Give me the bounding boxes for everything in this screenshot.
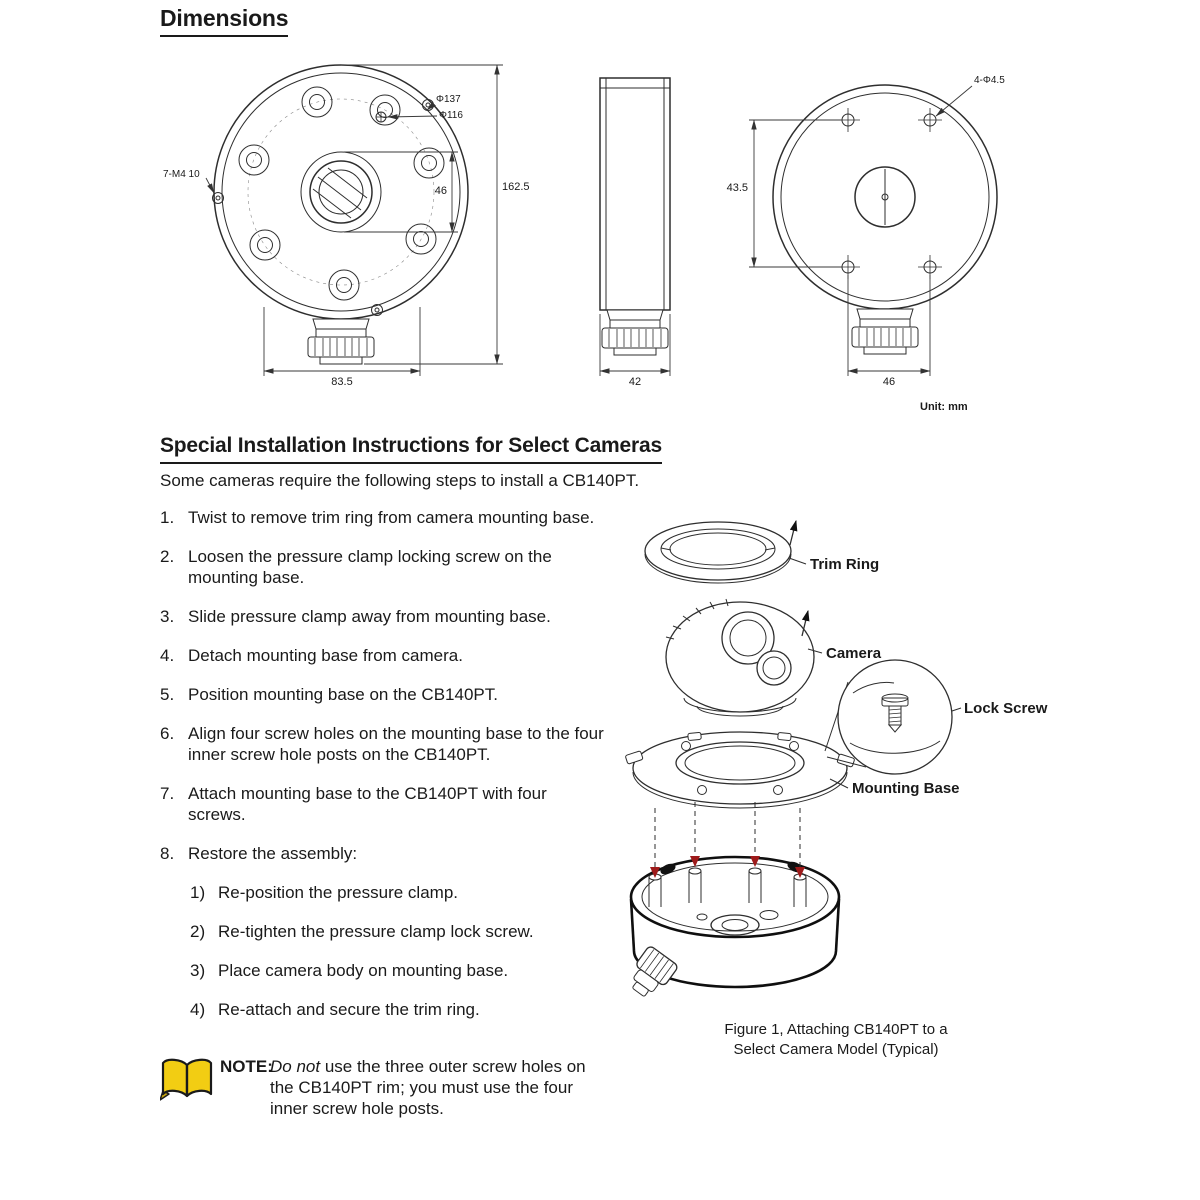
down-arrow-icon	[750, 856, 760, 867]
lock-screw-label: Lock Screw	[964, 700, 1048, 717]
figure-caption-line2: Select Camera Model (Typical)	[733, 1041, 939, 1058]
step-item	[160, 507, 606, 528]
figure-caption-line1: Figure 1, Attaching CB140PT to a	[724, 1021, 948, 1038]
note-label: NOTE:	[220, 1057, 273, 1076]
up-arrow-icon	[790, 521, 796, 545]
note-text	[270, 1057, 586, 1118]
steps-list	[160, 507, 606, 1020]
dim-label-46-front: 46	[434, 185, 447, 197]
dim-label-phi116: Φ116	[439, 110, 463, 121]
trim-ring-graphic	[645, 522, 791, 583]
substep-item	[190, 921, 606, 942]
step-text: Align four screw holes on the mounting base to the four inner screw hole posts on the CB140PT.	[188, 724, 604, 764]
step-item	[160, 723, 606, 765]
step-number: 4.	[160, 646, 175, 665]
camera-label: Camera	[826, 645, 882, 662]
note-block	[160, 1056, 604, 1119]
intro-text: Some cameras require the following steps to install a CB140PT.	[160, 471, 640, 490]
screw-hole	[250, 230, 280, 260]
camera-graphic	[666, 599, 814, 716]
substep-item	[190, 882, 606, 903]
step-text: Detach mounting base from camera.	[188, 646, 463, 665]
dim-label-42: 42	[628, 376, 642, 388]
substep-text: Place camera body on mounting base.	[218, 961, 509, 980]
dim-label-phi137: Φ137	[436, 94, 461, 105]
step-text: Slide pressure clamp away from mounting base.	[188, 607, 551, 626]
dim-label-162-5: 162.5	[502, 181, 530, 193]
cb140pt-graphic	[623, 857, 839, 1003]
step-item	[160, 783, 606, 825]
screw-post	[649, 874, 661, 907]
step-item	[160, 843, 606, 864]
substep-number: 3)	[190, 961, 206, 980]
step-text: Position mounting base on the CB140PT.	[188, 685, 498, 704]
dim-label-4phi45: 4-Φ4.5	[974, 75, 1005, 86]
trim-ring-label: Trim Ring	[810, 556, 880, 573]
step-text: Loosen the pressure clamp locking screw on the mounting base.	[188, 547, 552, 587]
substep-item	[190, 960, 606, 981]
step-text: Attach mounting base to the CB140PT with four screws.	[188, 784, 547, 824]
dim-label-46-back: 46	[882, 376, 896, 388]
dim-label-83-5: 83.5	[331, 376, 353, 388]
dim-label-7m4: 7-M4 10	[163, 169, 200, 180]
note-italic: Do not	[270, 1057, 321, 1076]
substep-item	[190, 999, 606, 1020]
figure-caption	[700, 1020, 972, 1060]
note-body	[220, 1056, 604, 1119]
screw-hole	[414, 148, 444, 178]
side-view-drawing	[600, 78, 670, 388]
cable-gland	[852, 309, 918, 354]
step-number: 1.	[160, 508, 175, 527]
install-heading: Special Installation Instructions for Select Cameras	[160, 434, 662, 464]
note-body-text: use the three outer screw holes on the CB140PT rim; you must use the four inner screw hole posts.	[270, 1057, 586, 1118]
screw-hole	[239, 145, 269, 175]
step-item	[160, 546, 606, 588]
substep-number: 1)	[190, 883, 206, 902]
cable-gland	[308, 319, 374, 364]
substep-number: 2)	[190, 922, 206, 941]
cable-gland	[623, 945, 679, 1003]
exploded-figure	[598, 505, 1073, 1030]
unit-label: Unit: mm	[920, 401, 968, 413]
step-number: 8.	[160, 844, 175, 863]
substep-text: Re-tighten the pressure clamp lock screw.	[218, 922, 534, 941]
step-number: 5.	[160, 685, 175, 704]
step-text: Restore the assembly:	[188, 844, 358, 863]
step-number: 6.	[160, 724, 175, 743]
mounting-base-label: Mounting Base	[852, 780, 960, 797]
dimensions-drawings	[148, 55, 1058, 420]
screw-post	[794, 874, 806, 907]
step-number: 7.	[160, 784, 175, 803]
substep-text: Re-attach and secure the trim ring.	[218, 1000, 480, 1019]
back-view-drawing	[727, 75, 1006, 388]
substep-text: Re-position the pressure clamp.	[218, 883, 459, 902]
step-text: Twist to remove trim ring from camera mounting base.	[188, 508, 595, 527]
substep-number: 4)	[190, 1000, 206, 1019]
dim-label-43-5: 43.5	[726, 182, 748, 194]
step-item	[160, 645, 606, 666]
mount-holes	[836, 108, 942, 279]
step-item	[160, 684, 606, 705]
screw-post	[689, 868, 701, 903]
step-number: 3.	[160, 607, 175, 626]
note-book-icon	[160, 1058, 214, 1102]
screw-post	[749, 868, 761, 903]
cable-gland	[602, 310, 668, 355]
mounting-base-graphic	[625, 732, 855, 808]
front-view-drawing	[163, 65, 530, 388]
step-item	[160, 606, 606, 627]
dimensions-heading: Dimensions	[160, 5, 288, 37]
step-number: 2.	[160, 547, 175, 566]
